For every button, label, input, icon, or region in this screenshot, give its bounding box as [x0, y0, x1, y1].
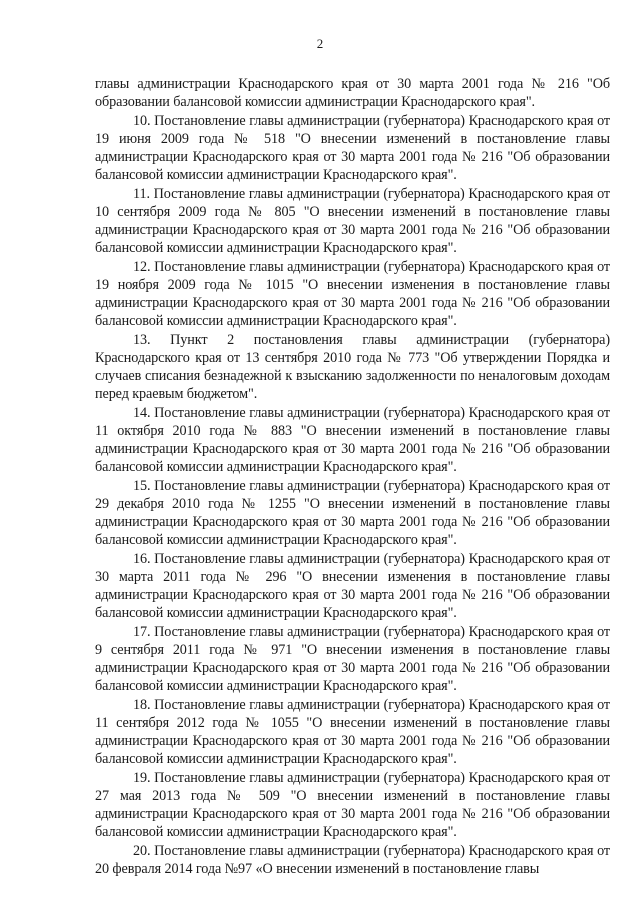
list-item-10: 10. Постановление главы администрации (губернатора) Краснодарского края от 19 июня 2009 года № 518 "О внесении изменений в постановление главы администрации Краснодарского края от 30 марта 2001 года № 216 "Об образовании балансовой комиссии администрации Краснодарского края".: [95, 112, 610, 184]
document-body: [95, 75, 610, 878]
paragraph-continuation: главы администрации Краснодарского края от 30 марта 2001 года № 216 "Об образовании балансовой комиссии администрации Краснодарского края".: [95, 76, 610, 111]
list-item-19: 19. Постановление главы администрации (губернатора) Краснодарского края от 27 мая 2013 года № 509 "О внесении изменений в постановление главы администрации Краснодарского края от 30 марта 2001 года № 216 "Об образовании балансовой комиссии администрации Краснодарского края".: [95, 769, 610, 841]
page-number: 2: [316, 36, 324, 51]
list-item-16: 16. Постановление главы администрации (губернатора) Краснодарского края от 30 марта 2011 года № 296 "О внесении изменения в постановление главы администрации Краснодарского края от 30 марта 2001 года № 216 "Об образовании балансовой комиссии администрации Краснодарского края".: [95, 550, 610, 622]
list-item-17: 17. Постановление главы администрации (губернатора) Краснодарского края от 9 сентября 2011 года № 971 "О внесении изменения в постановление главы администрации Краснодарского края от 30 марта 2001 года № 216 "Об образовании балансовой комиссии администрации Краснодарского края".: [95, 623, 610, 695]
list-item-12: 12. Постановление главы администрации (губернатора) Краснодарского края от 19 ноября 2009 года № 1015 "О внесении изменения в постановление главы администрации Краснодарского края от 30 марта 2001 года № 216 "Об образовании балансовой комиссии администрации Краснодарского края".: [95, 258, 610, 330]
list-item-18: 18. Постановление главы администрации (губернатора) Краснодарского края от 11 сентября 2012 года № 1055 "О внесении изменений в постановление главы администрации Краснодарского края от 30 марта 2001 года № 216 "Об образовании балансовой комиссии администрации Краснодарского края".: [95, 696, 610, 768]
list-item-14: 14. Постановление главы администрации (губернатора) Краснодарского края от 11 октября 2010 года № 883 "О внесении изменений в постановление главы администрации Краснодарского края от 30 марта 2001 года № 216 "Об образовании балансовой комиссии администрации Краснодарского края".: [95, 404, 610, 476]
list-item-15: 15. Постановление главы администрации (губернатора) Краснодарского края от 29 декабря 2010 года № 1255 "О внесении изменений в постановление главы администрации Краснодарского края от 30 марта 2001 года № 216 "Об образовании балансовой комиссии администрации Краснодарского края".: [95, 477, 610, 549]
list-item-20: 20. Постановление главы администрации (губернатора) Краснодарского края от 20 февраля 2014 года №97 «О внесении изменений в постановление главы: [95, 842, 610, 877]
list-item-13: 13. Пункт 2 постановления главы администрации (губернатора) Краснодарского края от 13 сентября 2010 года № 773 "Об утверждении Порядка и случаев списания безнадежной к взысканию задолженности по неналоговым доходам перед краевым бюджетом".: [95, 331, 610, 403]
list-item-11: 11. Постановление главы администрации (губернатора) Краснодарского края от 10 сентября 2009 года № 805 "О внесении изменений в постановление главы администрации Краснодарского края от 30 марта 2001 года № 216 "Об образовании балансовой комиссии администрации Краснодарского края".: [95, 185, 610, 257]
